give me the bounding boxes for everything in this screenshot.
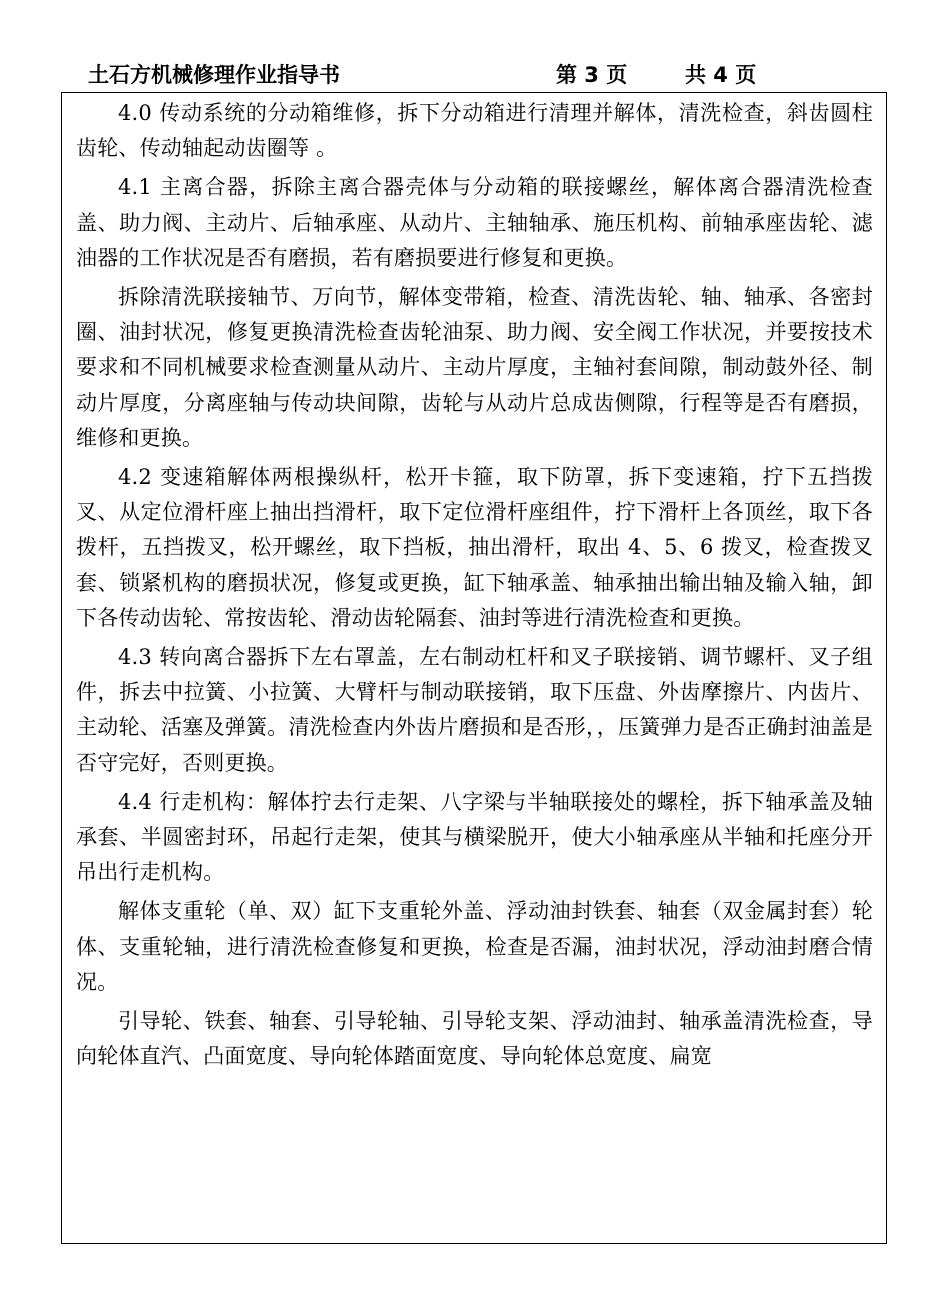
paragraph-4-4-running-gear: 4.4 行走机构：解体拧去行走架、八字梁与半轴联接处的螺栓，拆下轴承盖及轴承套、半圆密封环，吊起行走架，使其与横梁脱开，使大小轴承座从半轴和托座分开吊出行走机构。 (76, 789, 873, 885)
document-title: 土石方机械修理作业指导书 (88, 63, 340, 87)
paragraph-4-2-transmission: 4.2 变速箱解体两根操纵杆，松开卡箍，取下防罩，拆下变速箱，拧下五挡拨叉、从定位滑杆座上抽出挡滑杆，取下定位滑杆座组件，拧下滑杆上各顶丝，取下各拨杆，五挡拨叉，松开螺丝，取下挡板，抽出滑杆，取出 4、5、6 拨叉，检查拨叉套、锁紧机构的磨损状况，修复或更换，缸下轴承盖、轴承抽出输出轴及输入轴，卸下各传动齿轮、常按齿轮、滑动齿轮隔套、油封等进行清洗检查和更换。 (76, 465, 873, 630)
paragraph-4-1-main-clutch: 4.1 主离合器，拆除主离合器壳体与分动箱的联接螺丝，解体离合器清洗检查盖、助力阀、主动片、后轴承座、从动片、主轴轴承、施压机构、前轴承座齿轮、滤油器的工作状况是否有磨损，若有磨损要进行修复和更换。 (76, 175, 873, 270)
page-header (88, 58, 868, 92)
paragraph-track-roller: 解体支重轮（单、双）缸下支重轮外盖、浮动油封铁套、轴套（双金属封套）轮体、支重轮轴，进行清洗检查修复和更换，检查是否漏，油封状况，浮动油封磨合情况。 (76, 899, 873, 994)
content-frame (61, 92, 887, 1244)
page-total: 共 4 页 (685, 63, 757, 87)
paragraph-4-3-steering-clutch: 4.3 转向离合器拆下左右罩盖，左右制动杠杆和叉子联接销、调节螺杆、叉子组件，拆去中拉簧、小拉簧、大臂杆与制动联接销，取下压盘、外齿摩擦片、内齿片、主动轮、活塞及弹簧。清洗检查内外齿片磨损和是否形，，压簧弹力是否正确封油盖是否守完好，否则更换。 (76, 645, 873, 775)
paragraph-4-0-transfer-case: 4.0 传动系统的分动箱维修，拆下分动箱进行清理并解体，清洗检查，斜齿圆柱齿轮、传动轴起动齿圈等 。 (76, 101, 873, 161)
paragraph-idler: 引导轮、铁套、轴套、引导轮轴、引导轮支架、浮动油封、轴承盖清洗检查，导向轮体直汽、凸面宽度、导向轮体踏面宽度、导向轮体总宽度、扁宽 (76, 1009, 873, 1069)
paragraph-gearbox-inspection: 拆除清洗联接轴节、万向节，解体变带箱，检查、清洗齿轮、轴、轴承、各密封圈、油封状况，修复更换清洗检查齿轮油泵、助力阀、安全阀工作状况，并要按技术要求和不同机械要求检查测量从动片、主动片厚度，主轴衬套间隙，制动鼓外径、制动片厚度，分离座轴与传动块间隙，齿轮与从动片总成齿侧隙，行程等是否有磨损，维修和更换。 (76, 285, 873, 450)
page-number: 第 3 页 (556, 63, 628, 87)
